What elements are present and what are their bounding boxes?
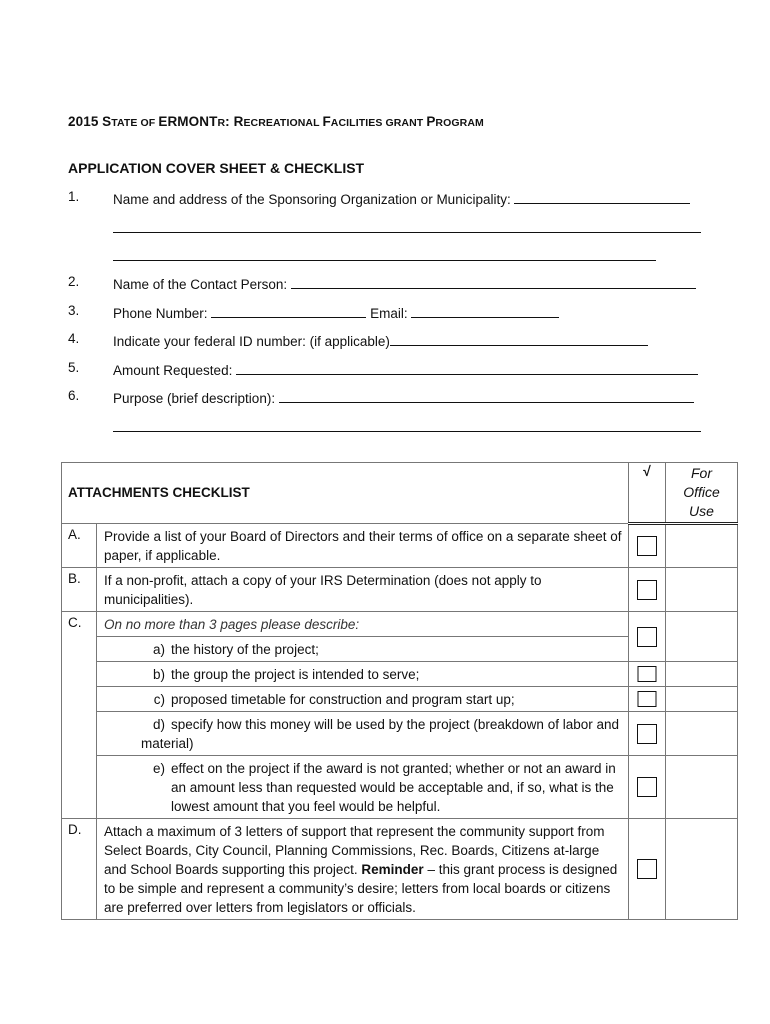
page-title: 2015 STATE OF ERMONTR: RECREATIONAL FACILITIES GRANT PROGRAM <box>68 114 484 129</box>
office-use-cell <box>666 756 738 819</box>
checklist-title: ATTACHMENTS CHECKLIST <box>62 463 629 524</box>
checklist-row-b: B. If a non-profit, attach a copy of your IRS Determination (does not apply to municipalities). <box>62 568 738 612</box>
checklist-row-c-c: c) proposed timetable for construction and program start up; <box>62 687 738 712</box>
office-use-cell <box>666 712 738 756</box>
office-use-cell <box>666 819 738 920</box>
checklist-row-c-d: d) specify how this money will be used by the project (breakdown of labor and material) <box>62 712 738 756</box>
checklist-row-a: A. Provide a list of your Board of Directors and their terms of office on a separate sheet of paper, if applicable. <box>62 524 738 568</box>
purpose-field[interactable] <box>279 388 694 403</box>
section-title: APPLICATION COVER SHEET & CHECKLIST <box>68 160 365 176</box>
checkbox-b[interactable] <box>637 580 657 600</box>
phone-field[interactable] <box>211 303 366 318</box>
purpose-line-2[interactable] <box>113 431 701 432</box>
checkbox-d[interactable] <box>637 859 657 879</box>
office-use-cell <box>666 687 738 712</box>
checkbox-c-e[interactable] <box>637 777 657 797</box>
checkbox-c-a[interactable] <box>637 627 657 647</box>
checklist-row-c-b: b) the group the project is intended to serve; <box>62 662 738 687</box>
checkbox-c-d[interactable] <box>637 724 657 744</box>
checkbox-c-b[interactable] <box>638 666 657 682</box>
org-address-line-1[interactable] <box>113 232 701 233</box>
org-name-field[interactable] <box>514 189 690 204</box>
checklist-row-c-e: e) effect on the project if the award is not granted; whether or not an award in an amount less than requested would be acceptable and, if so, what is the lowest amount that you feel would be helpful. <box>62 756 738 819</box>
office-use-cell <box>666 568 738 612</box>
office-use-cell <box>666 662 738 687</box>
email-field[interactable] <box>411 303 559 318</box>
org-address-line-2[interactable] <box>113 260 656 261</box>
checklist-row-c: C. On no more than 3 pages please describe: <box>62 612 738 637</box>
checklist-header-row <box>62 463 738 524</box>
amount-requested-field[interactable] <box>236 360 698 375</box>
checklist-row-c-a: a) the history of the project; <box>62 637 738 662</box>
checkbox-a[interactable] <box>637 536 657 556</box>
checklist-row-d: D. Attach a maximum of 3 letters of support that represent the community support from Select Boards, City Council, Planning Commissions, Rec. Boards, Citizens at-large and School Boards supporting this project. Reminder – this grant process is designed to be simple and represent a community’s desire; letters from local boards or citizens are preferred over letters from legislators or officials. <box>62 819 738 920</box>
office-use-header: For Office Use <box>666 463 738 524</box>
attachments-checklist <box>61 462 738 920</box>
office-use-cell <box>666 612 738 662</box>
contact-person-field[interactable] <box>291 274 696 289</box>
federal-id-field[interactable] <box>390 331 648 346</box>
checkbox-c-c[interactable] <box>638 691 657 707</box>
checkmark-column-header: √ <box>629 463 666 524</box>
office-use-cell <box>666 524 738 568</box>
